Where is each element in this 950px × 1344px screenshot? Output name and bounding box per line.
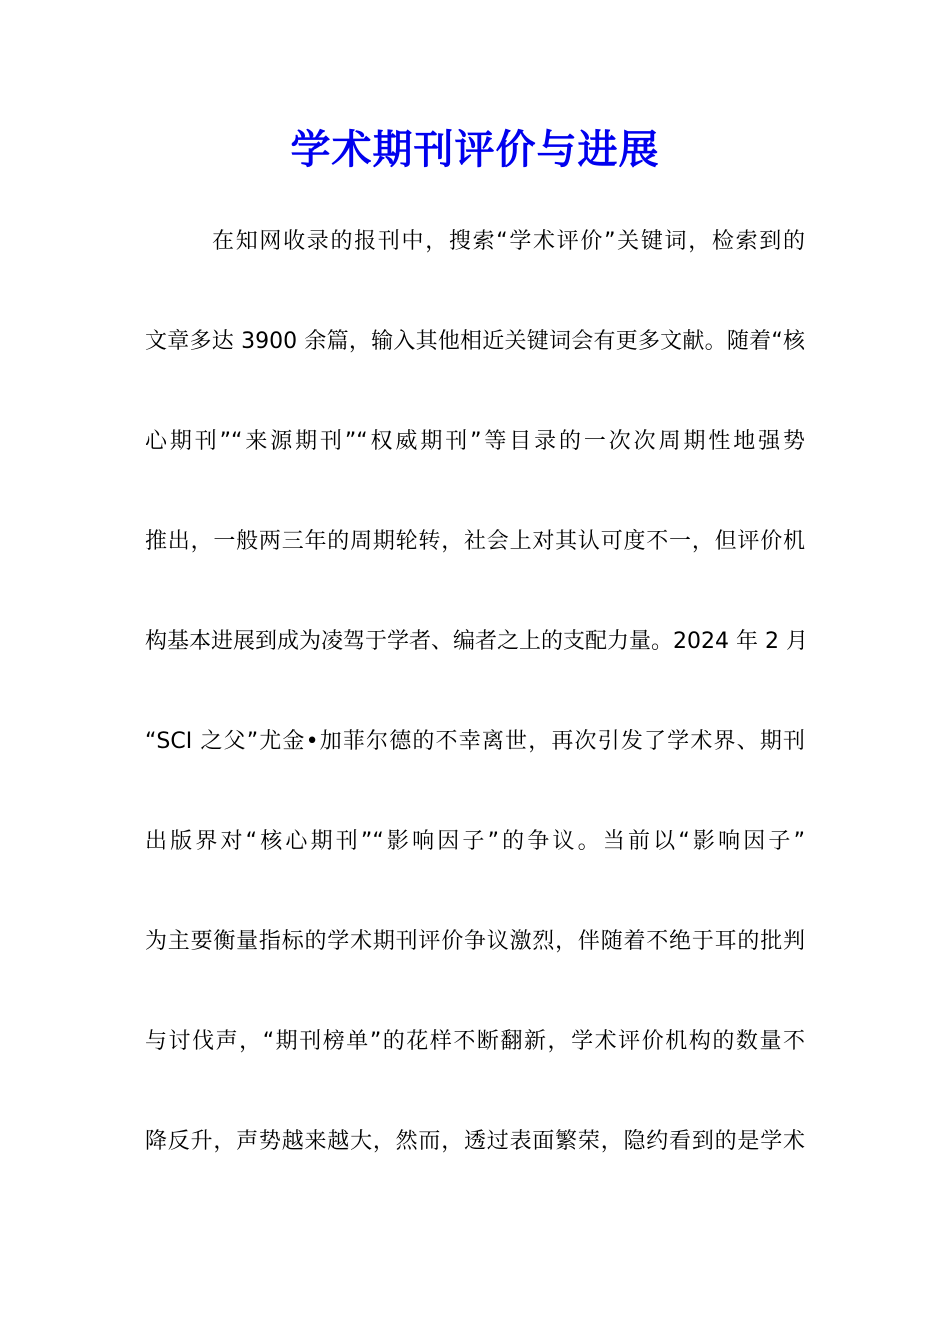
paragraph-line-7: 出版界对“核心期刊”“影响因子”的争议。当前以“影响因子”	[145, 829, 805, 854]
paragraph-line-3: 心期刊”“来源期刊”“权威期刊”等目录的一次次周期性地强势	[145, 429, 805, 454]
paragraph-line-2: 文章多达 3900 余篇，输入其他相近关键词会有更多文献。随着“核	[145, 329, 805, 354]
paragraph-line-10: 降反升，声势越来越大，然而，透过表面繁荣，隐约看到的是学术	[145, 1129, 805, 1154]
paragraph-line-1: 在知网收录的报刊中，搜索“学术评价”关键词，检索到的	[212, 229, 805, 254]
paragraph-line-6: “SCI 之父”尤金•加菲尔德的不幸离世，再次引发了学术界、期刊	[145, 729, 805, 754]
paragraph-line-9: 与讨伐声，“期刊榜单”的花样不断翻新，学术评价机构的数量不	[145, 1029, 805, 1054]
document-title: 学术期刊评价与进展	[290, 127, 660, 173]
paragraph-line-4: 推出，一般两三年的周期轮转，社会上对其认可度不一，但评价机	[145, 529, 805, 554]
paragraph-line-8: 为主要衡量指标的学术期刊评价争议激烈，伴随着不绝于耳的批判	[145, 929, 805, 954]
paragraph-line-5: 构基本进展到成为凌驾于学者、编者之上的支配力量。2024 年 2 月	[145, 629, 808, 654]
